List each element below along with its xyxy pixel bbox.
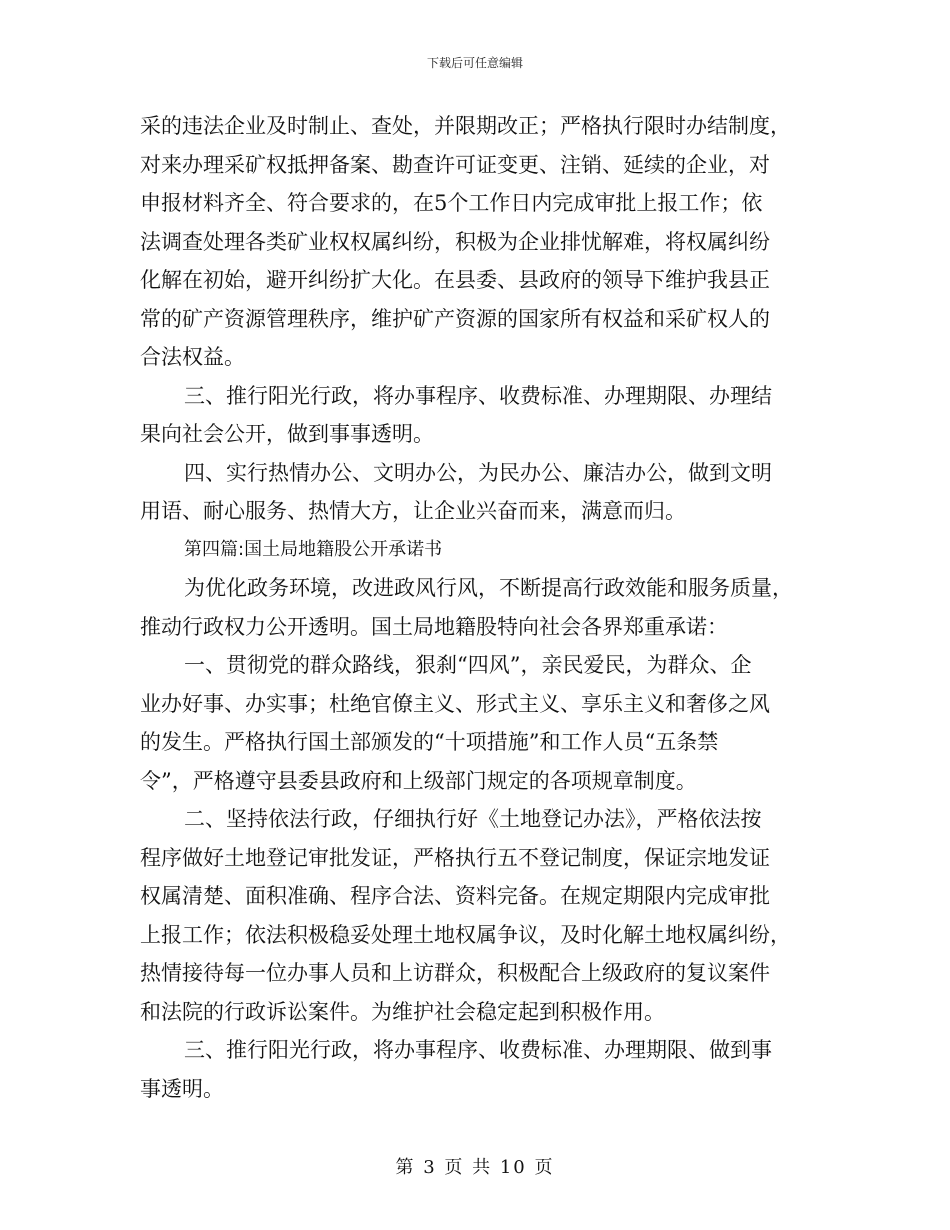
text-line: 三、推行阳光行政，将办事程序、收费标准、办理期限、做到事 <box>184 1038 772 1062</box>
text-line: 推动行政权力公开透明。国土局地籍股特向社会各界郑重承诺： <box>140 614 728 639</box>
text-line: 为优化政务环境，改进政风行风，不断提高行政效能和服务质量， <box>184 576 793 600</box>
section-title: 第四篇:国土局地籍股公开承诺书 <box>184 538 443 560</box>
text-line: 四、实行热情办公、文明办公，为民办公、廉洁办公，做到文明 <box>184 460 772 485</box>
text-line: 业办好事、办实事；杜绝官僚主义、形式主义、享乐主义和奢侈之风 <box>140 691 770 716</box>
text-line: 常的矿产资源管理秩序，维护矿产资源的国家所有权益和采矿权人的 <box>140 306 770 331</box>
text-line: 二、坚持依法行政，仔细执行好《土地登记办法》，严格依法按 <box>184 807 762 831</box>
text-line: 申报材料齐全、符合要求的，在5个工作日内完成审批上报工作；依 <box>140 191 763 215</box>
text-line: 热情接待每一位办事人员和上访群众，积极配合上级政府的复议案件 <box>140 961 770 985</box>
text-line: 程序做好土地登记审批发证，严格执行五不登记制度，保证宗地发证 <box>140 845 770 870</box>
text-line: 一、贯彻党的群众路线，狠刹“四风”，亲民爱民，为群众、企 <box>184 653 752 677</box>
text-line: 的发生。严格执行国土部颁发的“十项措施”和工作人员“五条禁 <box>140 730 719 754</box>
text-line: 权属清楚、面积准确、程序合法、资料完备。在规定期限内完成审批 <box>140 884 770 908</box>
text-line: 果向社会公开，做到事事透明。 <box>140 422 434 446</box>
document-body <box>140 107 812 1108</box>
text-line: 化解在初始，避开纠纷扩大化。在县委、县政府的领导下维护我县正 <box>140 268 770 292</box>
text-line: 事透明。 <box>140 1076 224 1101</box>
text-line: 法调查处理各类矿业权权属纠纷，积极为企业排忧解难，将权属纠纷 <box>140 229 770 254</box>
text-line: 令”，严格遵守县委县政府和上级部门规定的各项规章制度。 <box>140 768 697 793</box>
text-line: 采的违法企业及时制止、查处，并限期改正；严格执行限时办结制度， <box>140 114 791 138</box>
text-line: 对来办理采矿权抵押备案、勘查许可证变更、注销、延续的企业，对 <box>140 152 770 177</box>
text-line: 三、推行阳光行政，将办事程序、收费标准、办理期限、办理结 <box>184 383 772 408</box>
text-line: 合法权益。 <box>140 345 245 369</box>
text-line: 和法院的行政诉讼案件。为维护社会稳定起到积极作用。 <box>140 999 665 1024</box>
page-header: 下载后可任意编辑 <box>426 56 523 70</box>
text-line: 上报工作；依法积极稳妥处理土地权属争议，及时化解土地权属纠纷， <box>140 922 791 947</box>
page-footer: 第 3 页 共 10 页 <box>395 1157 555 1178</box>
text-line: 用语、耐心服务、热情大方，让企业兴奋而来，满意而归。 <box>140 499 686 523</box>
